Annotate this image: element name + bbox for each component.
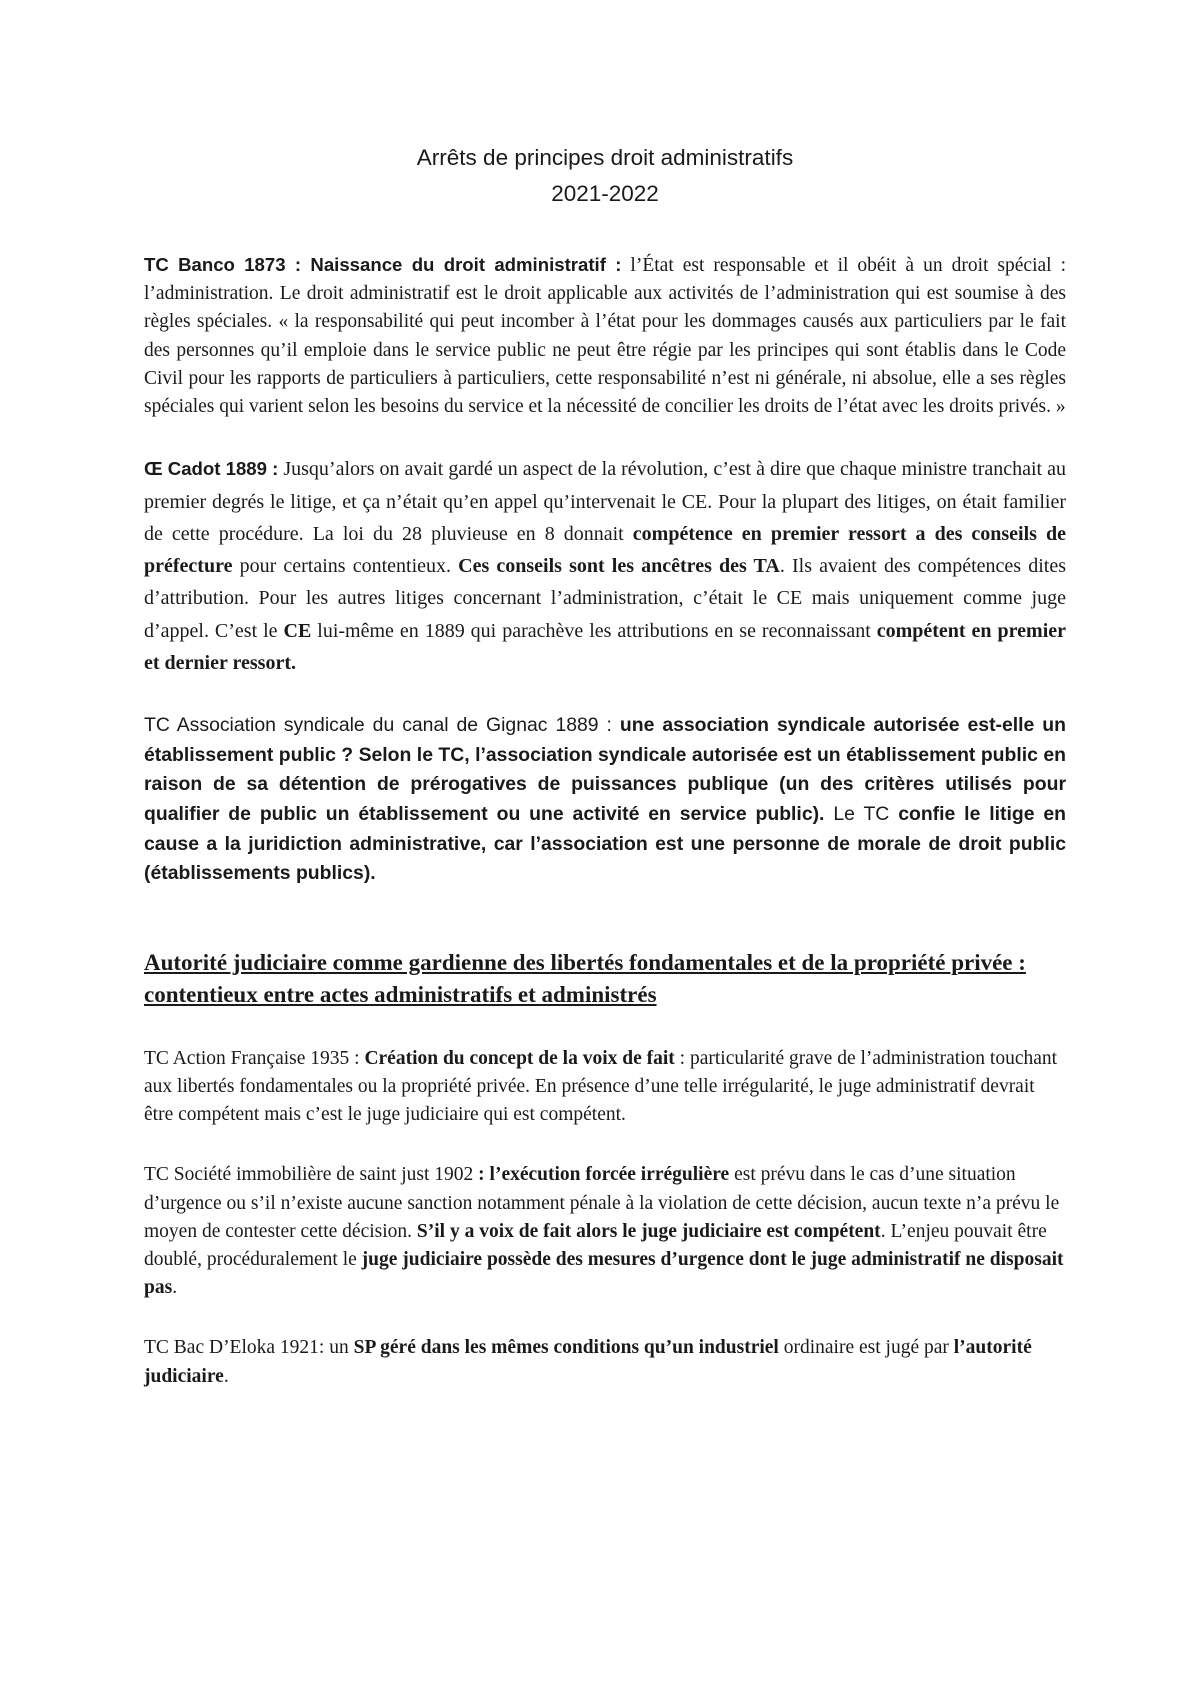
gignac-text-1: une association syndicale autorisée est-elle un établissement public ? Selon le TC, l’association syndicale autorisée est un établissement public en raison de sa détention de prérogatives de puissances publique (un des critères utilisés pour qualifier de public un établissement ou une activité en service public). [144, 714, 1066, 826]
eloka-text-2: . [223, 1365, 229, 1387]
paragraph-action-francaise [144, 1045, 1066, 1130]
sj-text-2: . L’enjeu pouvait être doublé, procéduralement le [144, 1220, 1047, 1271]
gignac-plain-1: Le TC [833, 803, 899, 826]
title-line-2: 2021-2022 [551, 181, 659, 206]
section-heading: Autorité judiciaire comme gardienne des libertés fondamentales et de la propriété privée : contentieux entre actes administratifs et administrés [144, 949, 1026, 1007]
title-line-1: Arrêts de principes droit administratifs [416, 145, 794, 170]
paragraph-banco [144, 250, 1066, 421]
sj-lead: TC Société immobilière de saint just 1902 [144, 1164, 479, 1186]
cadot-lead: Œ Cadot 1889 : [144, 458, 279, 480]
gignac-text-2: confie le litige en cause a la juridiction administrative, car l’association est une personne de morale de droit public (établissements publics). [144, 803, 1067, 885]
eloka-bold-1: SP géré dans les mêmes conditions qu’un industriel [353, 1337, 779, 1359]
paragraph-gignac [144, 711, 1066, 889]
cadot-bold-3: CE [283, 619, 312, 642]
af-text: : particularité grave de l’administration touchant aux libertés fondamentales ou la propriété privée. En présence d’une telle irrégularité, le juge administratif devrait être compétent mais c’est le juge judiciaire qui est compétent. [144, 1047, 1058, 1126]
cadot-text-3: . Ils avaient des compétences dites d’attribution. Pour les autres litiges concernant l’administration, c’était le CE mais uniquement comme juge d’appel. C’est le [144, 555, 1066, 642]
paragraph-cadot [144, 453, 1066, 679]
sj-text-3: . [172, 1277, 178, 1299]
banco-text: l’État est responsable et il obéit à un droit spécial : l’administration. Le droit administratif est le droit applicable aux activités de l’administration qui est soumise à des règles spéciales. « la responsabilité qui peut incomber à l’état pour les dommages causés aux particuliers par le fait des personnes qu’il emploie dans le service public ne peut être régie par les principes qui sont établis dans le Code Civil pour les rapports de particuliers à particuliers, cette responsabilité n’est ni générale, ni absolue, elle a ses règles spéciales qui varient selon les besoins du service et la nécessité de concilier les droits de l’état avec les droits privés. » [144, 255, 1067, 418]
af-bold: Création du concept de la voix de fait [364, 1047, 675, 1069]
eloka-lead: TC Bac D’Eloka 1921: un [144, 1337, 354, 1359]
cadot-text-2: pour certains contentieux. [232, 555, 459, 578]
eloka-bold-2: l’autorité judiciaire [144, 1337, 1032, 1387]
document-page [144, 140, 1066, 1391]
sj-bold-3: juge judiciaire possède des mesures d’urgence dont le juge administratif ne disposait pas [144, 1249, 1064, 1299]
af-lead: TC Action Française 1935 : [144, 1047, 365, 1069]
cadot-bold-2: Ces conseils sont les ancêtres des TA [458, 555, 780, 578]
cadot-text-4: lui-même en 1889 qui parachève les attributions en se reconnaissant [311, 619, 877, 642]
document-title [144, 140, 1066, 212]
sj-bold-2: S’il y a voix de fait alors le juge judiciaire est compétent [416, 1220, 881, 1242]
banco-lead: TC Banco 1873 : [144, 254, 311, 275]
gignac-lead: TC Association syndicale du canal de Gignac 1889 : [144, 714, 612, 737]
banco-bold: Naissance du droit administratif : [310, 254, 622, 275]
eloka-text-1: ordinaire est jugé par [778, 1337, 954, 1359]
cadot-text-1: Jusqu’alors on avait gardé un aspect de la révolution, c’est à dire que chaque ministre tranchait au premier degrés le litige, et ça n’était qu’en appel qu’intervenait le CE. Pour la plupart des litiges, on était familier de cette procédure. La loi du 28 pluvieuse en 8 donnait [144, 458, 1066, 545]
sj-text-1: est prévu dans le cas d’une situation d’urgence ou s’il n’existe aucune sanction notamment pénale à la violation de cette décision, aucun texte n’a prévu le moyen de contester cette décision. [144, 1164, 1060, 1242]
cadot-bold-4: compétent en premier et dernier ressort. [144, 619, 1067, 674]
paragraph-saint-just [144, 1161, 1066, 1302]
sj-bold-1: : l’exécution forcée irrégulière [478, 1164, 730, 1186]
cadot-bold-1: compétence en premier ressort a des conseils de préfecture [144, 522, 1066, 578]
paragraph-eloka [144, 1334, 1066, 1390]
